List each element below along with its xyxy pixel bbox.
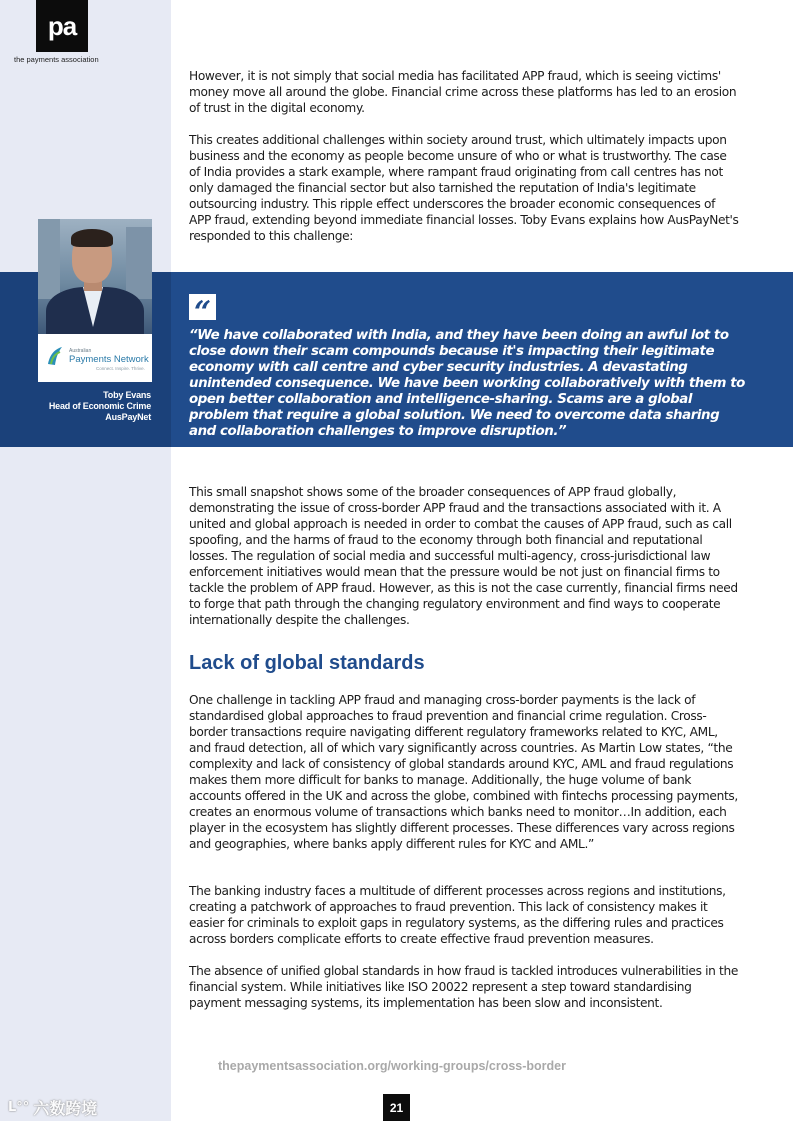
org-logo-name: Payments Network [69,354,149,365]
speaker-org: AusPayNet [105,412,151,422]
paragraph-2: This creates additional challenges within society around trust, which ultimately impacts upon business and the economy as people become unsure of who or what is trustworthy. The case of India provides a stark example, where rampant fraud originating from call centres has not only damaged the financial sector but also tarnished the reputation of India's legitimate outsourcing industry. This ripple effect underscores the broader economic consequences of APP fraud, extending beyond immediate financial losses. Toby Evans explains how AusPayNet's responded to this challenge: [189,133,739,243]
page-number: 21 [383,1094,410,1121]
speaker-credit [49,390,151,423]
auspaynet-logo [38,334,152,382]
speaker-name: Toby Evans [103,390,151,400]
brand-logo-text: pa [47,10,77,41]
section-heading: Lack of global standards [189,652,425,674]
pull-quote: “We have collaborated with India, and they have been doing an awful lot to close down their scam compounds because it's impacting their legitimate economy with call centre and cyber security industries. A devastating unintended consequence. We have been working collaboratively with them to open better collaboration and intelligence-sharing. Scams are a global problem that require a global solution. We need to overcome data sharing and collaboration challenges to improve disruption.” [189,328,745,439]
paragraph-3: This small snapshot shows some of the broader consequences of APP fraud globally, demonstrating the issue of cross-border APP fraud and the transactions associated with it. A united and global approach is needed in order to combat the causes of APP fraud, such as call spoofing, and the harms of fraud to the economy through both financial and reputational losses. The regulation of social media and successful multi-agency, cross-jurisdictional law enforcement initiatives would mean that the pressure would be not just on financial firms to tackle the problem of APP fraud. However, as this is not the case currently, financial firms need to forge that path through the changing regulatory environment and find ways to cooperate internationally despite the challenges. [189,485,738,627]
photo-building [126,227,152,299]
auspaynet-mark-icon [46,346,64,366]
photo-hair [71,229,113,247]
speaker-title: Head of Economic Crime [48,401,151,411]
watermark-logo-icon: L°° [8,1100,30,1115]
brand-tagline: the payments association [14,55,99,64]
left-sidebar [0,0,171,1121]
photo-building [38,219,60,299]
watermark-text: 六数跨境 [33,1099,98,1118]
paragraph-1: However, it is not simply that social media has facilitated APP fraud, which is seeing victims' money move all around the globe. Financial crime across these platforms has led to an erosion of trust in the digital economy. [189,69,737,115]
paragraph-6: The absence of unified global standards in how fraud is tackled introduces vulnerabilities in the financial system. While initiatives like ISO 20022 represent a step toward standardising payment messaging systems, its implementation has been slow and inconsistent. [189,964,738,1010]
speaker-photo [38,219,152,334]
paragraph-5: The banking industry faces a multitude of different processes across regions and institutions, creating a patchwork of approaches to fraud prevention. This lack of consistency makes it easier for criminals to exploit gaps in regulatory systems, as the differing rules and practices across borders complicate efforts to create effective fraud prevention measures. [189,884,726,946]
paragraph-4: One challenge in tackling APP fraud and managing cross-border payments is the lack of standardised global approaches to fraud prevention and financial crime regulation. Cross-border transactions require navigating different regulatory frameworks related to KYC, AML, and fraud detection, all of which vary significantly across countries. As Martin Low states, “the complexity and lack of consistency of global standards around KYC, AML and fraud regulations makes them more difficult for banks to manage. Additionally, the huge volume of bank accounts offered in the UK and across the globe, combined with fintechs processing payments, creates an enormous volume of transactions which banks need to monitor…In addition, each player in the ecosystem has slightly different processes. These differences vary across regions and geographies, where banks apply different rules for KYC and AML.” [189,693,738,851]
quote-mark-icon: “ [189,294,216,320]
footer-url-link[interactable]: thepaymentsassociation.org/working-groups/cross-border [218,1059,566,1073]
org-logo-small-text: Australian [69,348,92,354]
brand-logo [36,0,88,52]
watermark [8,1096,97,1119]
org-logo-subtext: Connect. Inspire. Thrive. [96,366,145,371]
